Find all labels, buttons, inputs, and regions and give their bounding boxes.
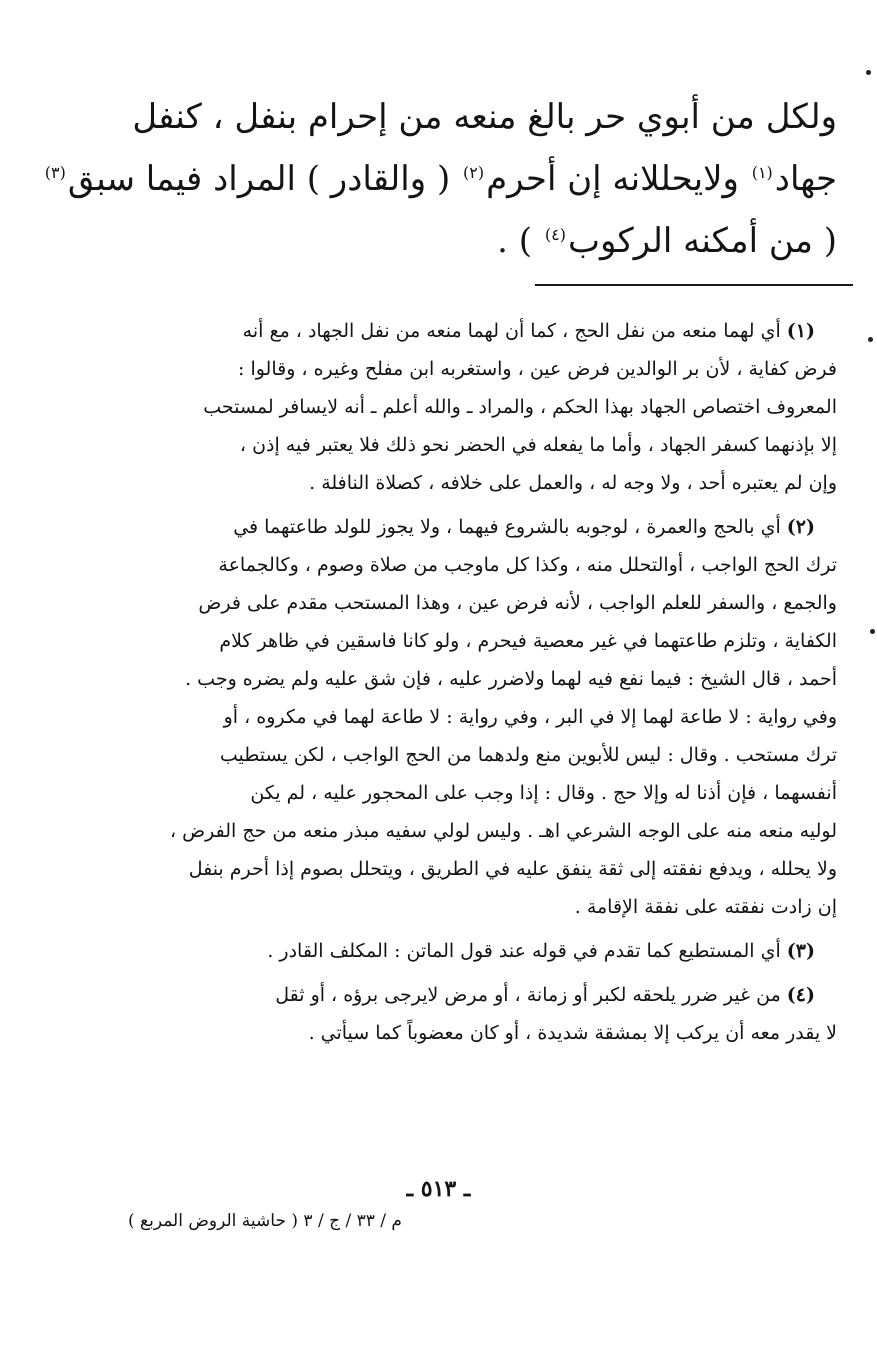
footnote-line: لا يقدر معه أن يركب إلا بمشقة شديدة ، أو كان معضوباً كما سيأتي . [308, 1022, 837, 1044]
main-line-3 [36, 210, 837, 272]
page-number: ـ ٥١٣ ـ [406, 1176, 471, 1202]
footnote-number: (٢) [786, 516, 815, 538]
footnote-number: (٣) [786, 940, 815, 962]
footnote-line: وإن لم يعتبره أحد ، ولا وجه له ، والعمل على خلافه ، كصلاة النافلة . [309, 472, 837, 494]
footnote-line: ولا يحلله ، ويدفع نفقته إلى ثقة ينفق عليه في الطريق ، ويتحلل بصوم إذا أحرم بنفل [188, 858, 837, 880]
main-line-2 [36, 148, 837, 210]
footnote-text: أي بالحج والعمرة ، لوجوبه بالشروع فيهما ، ولا يجوز للولد طاعتهما في [233, 516, 781, 538]
footnote-line: إلا بإذنهما كسفر الجهاد ، وأما ما يفعله في الحضر نحو ذلك فلا يعتبر فيه إذن ، [239, 434, 837, 456]
main-text-fragment: جهاد [774, 159, 837, 199]
footnote-line: والجمع ، والسفر للعلم الواجب ، لأنه فرض عين ، وهذا المستحب مقدم على فرض [198, 592, 837, 614]
footnote-line: الكفاية ، وتلزم طاعتهما في غير معصية فيحرم ، ولو كانا فاسقين في ظاهر كلام [219, 630, 837, 652]
main-text-fragment: ( من أمكنه الركوب [567, 221, 837, 261]
printer-signature: م / ٣٣ / ج / ٣ ( حاشية الروض المربع ) [128, 1211, 402, 1231]
footnote-line [36, 312, 837, 350]
footnote-2 [36, 508, 837, 926]
footnote-line: أنفسهما ، فإن أذنا له وإلا حج . وقال : إذا وجب على المحجور عليه ، لم يكن [250, 782, 837, 804]
footnote-line: ترك الحج الواجب ، أوالتحلل منه ، وكذا كل ماوجب من صلاة وصوم ، وكالجماعة [218, 554, 837, 576]
footnote-line: المعروف اختصاص الجهاد بهذا الحكم ، والمراد ـ والله أعلم ـ أنه لايسافر لمستحب [203, 396, 837, 418]
footnote-ref-4: (٤) [544, 224, 566, 244]
footnote-number: (١) [786, 320, 815, 342]
footnote-ref-2: (٢) [463, 162, 485, 182]
footnote-text: أي لهما منعه من نفل الحج ، كما أن لهما منعه من نفل الجهاد ، مع أنه [242, 320, 781, 342]
footnote-ref-1: (١) [751, 162, 773, 182]
main-text-fragment: ولايحللانه إن أحرم [486, 159, 739, 199]
footnote-line: ترك مستحب . وقال : ليس للأبوين منع ولدهما من الحج الواجب ، لكن يستطيب [219, 744, 837, 766]
footnote-line: وفي رواية : لا طاعة لهما إلا في البر ، وفي رواية : لا طاعة لهما في مكروه ، أو [223, 706, 837, 728]
footnote-separator [535, 284, 853, 286]
footnote-line: فرض كفاية ، لأن بر الوالدين فرض عين ، واستغربه ابن مفلح وغيره ، وقالوا : [238, 358, 837, 380]
footnotes [36, 312, 837, 1058]
main-line-1: ولكل من أبوي حر بالغ منعه من إحرام بنفل ، كنفل [132, 97, 837, 137]
main-text-fragment: ) . [497, 221, 533, 261]
footnote-line: إن زادت نفقته على نفقة الإقامة . [574, 896, 837, 918]
footnote-1 [36, 312, 837, 502]
footnote-line [36, 508, 837, 546]
footnote-line: أحمد ، قال الشيخ : فيما نفع فيه لهما ولاضرر عليه ، فإن شق عليه ولم يضره وجب . [185, 668, 837, 690]
footnote-line: لوليه منعه منه على الوجه الشرعي اهـ . وليس لولي سفيه مبذر منعه من حج الفرض ، [169, 820, 837, 842]
footnote-text: من غير ضرر يلحقه لكبر أو زمانة ، أو مرض لايرجى برؤه ، أو ثقل [275, 984, 781, 1006]
margin-speck [870, 629, 875, 634]
margin-speck [868, 337, 873, 342]
footnote-ref-3: (٣) [44, 162, 66, 182]
footnote-3 [36, 932, 837, 970]
footnote-4 [36, 976, 837, 1052]
main-text [36, 86, 837, 272]
footnote-line [36, 976, 837, 1014]
footnote-line [36, 932, 837, 970]
margin-speck [866, 70, 871, 75]
main-text-fragment: ( والقادر ) المراد فيما سبق [67, 159, 451, 199]
footnote-text: أي المستطيع كما تقدم في قوله عند قول الماتن : المكلف القادر . [267, 940, 781, 962]
footnote-number: (٤) [786, 984, 815, 1006]
